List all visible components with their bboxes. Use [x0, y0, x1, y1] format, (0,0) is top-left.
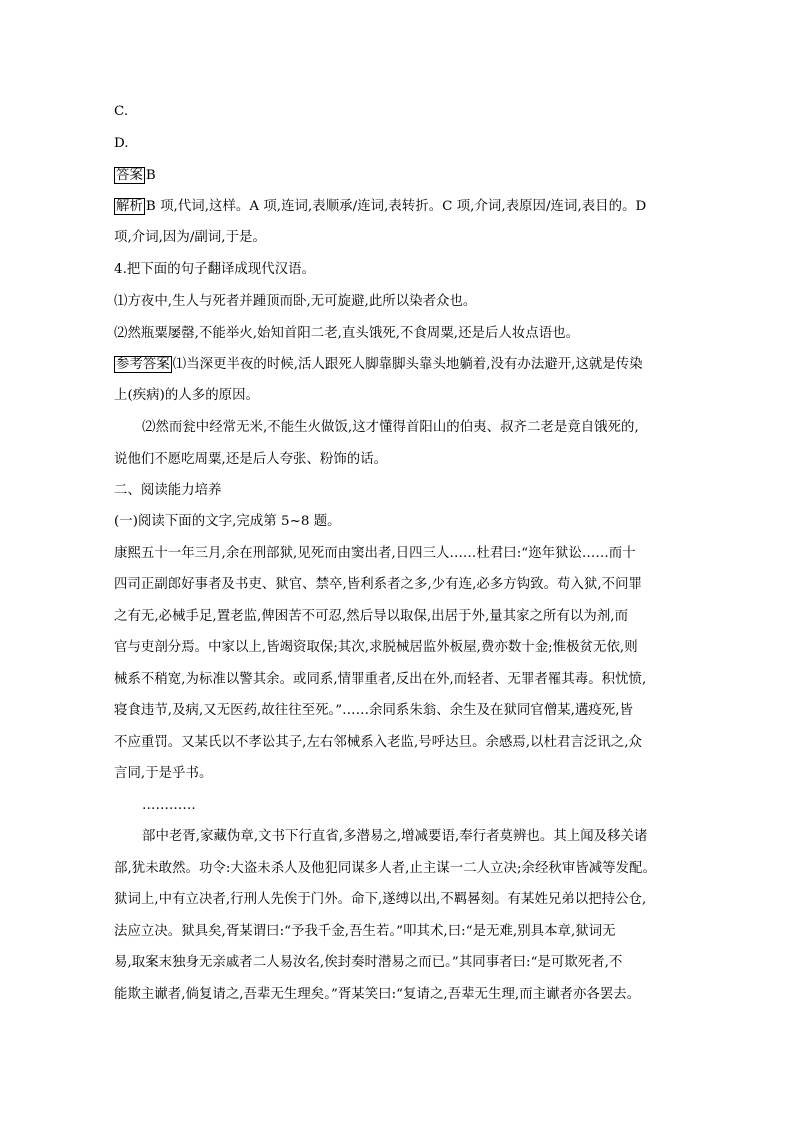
passage-line: 法应立决。狱具矣,胥某谓曰:“予我千金,吾生若。”叩其术,曰:“是无难,别具本章,狱词无	[114, 924, 616, 939]
passage-line: 狱词上,中有立决者,行刑人先俟于门外。命下,遂缚以出,不羁晷刻。有某姓兄弟以把持公仓,	[114, 892, 647, 907]
reference-label: 参考答案	[116, 357, 170, 372]
analysis-text-1: B 项,代词,这样。A 项,连词,表顺承/连词,表转折。C 项,介词,表原因/连词,表目的。D	[145, 199, 647, 214]
passage-line: 部,犹未敢然。功令:大盗未杀人及他犯同谋多人者,止主谋一二人立决;余经秋审皆减等发配。	[114, 861, 656, 876]
option-d: D.	[114, 136, 129, 151]
passage-ellipsis: …………	[142, 798, 196, 813]
analysis-label: 解析	[116, 199, 143, 214]
reference-line-2: 上(疾病)的人多的原因。	[114, 388, 259, 403]
question-4-item-1: ⑴方夜中,生人与死者并踵顶而卧,无可旋避,此所以染者众也。	[114, 294, 477, 309]
passage-line: 四司正副郎好事者及书吏、狱官、禁卒,皆利系者之多,少有连,必多方钩致。苟入狱,不问罪	[114, 577, 642, 592]
reference-line-3: ⑵然而瓮中经常无米,不能生火做饭,这才懂得首阳山的伯夷、叔齐二老是竟自饿死的,	[142, 420, 639, 435]
section-subheading: (一)阅读下面的文字,完成第 5~8 题。	[114, 514, 341, 529]
passage-line: 官与吏剖分焉。中家以上,皆竭资取保;其次,求脱械居监外板屋,费亦数十金;惟极贫无依,则	[114, 640, 638, 655]
reference-line-1	[114, 356, 680, 373]
answer-value: B	[145, 168, 156, 183]
answer-label: 答案	[116, 168, 143, 183]
section-heading: 二、阅读能力培养	[114, 483, 222, 498]
analysis-line-1	[114, 198, 680, 215]
passage-line: 寝食违节,及病,又无医药,故往往至死。”……余同系朱翁、余生及在狱同官僧某,遘疫死,皆	[114, 703, 634, 718]
question-4-title: 4.把下面的句子翻译成现代汉语。	[114, 262, 316, 277]
passage-line: 能欺主谳者,倘复请之,吾辈无生理矣。”胥某笑曰:“复请之,吾辈无生理,而主谳者亦各罢去。	[114, 987, 641, 1002]
option-c: C.	[114, 104, 129, 119]
passage-line: 之有无,必械手足,置老监,俾困苦不可忍,然后导以取保,出居于外,量其家之所有以为剂,而	[114, 609, 629, 624]
reference-text-1: ⑴当深更半夜的时候,活人跟死人脚靠脚头靠头地躺着,没有办法避开,这就是传染	[172, 357, 643, 372]
passage-line: 不应重罚。又某氏以不孝讼其子,左右邻械系入老监,号呼达旦。余感焉,以杜君言泛讯之,众	[114, 735, 642, 750]
question-4-item-2: ⑵然瓶粟屡罄,不能举火,始知首阳二老,直头饿死,不食周粟,还是后人妆点语也。	[114, 326, 580, 341]
passage-line: 械系不稍宽,为标准以警其余。或同系,情罪重者,反出在外,而轻者、无罪者罹其毒。积忧愤,	[114, 672, 647, 687]
passage-line: 易,取案末独身无亲戚者二人易汝名,俟封奏时潜易之而已。”其同事者曰:“是可欺死者,不	[114, 955, 623, 970]
passage-line: 言同,于是乎书。	[114, 766, 213, 781]
reference-line-4: 说他们不愿吃周粟,还是后人夸张、粉饰的话。	[114, 452, 388, 467]
passage-line: 康熙五十一年三月,余在刑部狱,见死而由窦出者,日四三人……杜君曰:“迩年狱讼……而十	[114, 546, 636, 561]
passage-line: 部中老胥,家藏伪章,文书下行直省,多潜易之,增减要语,奉行者莫辨也。其上闻及移关诸	[142, 829, 648, 844]
analysis-line-2: 项,介词,因为/副词,于是。	[114, 230, 266, 245]
answer-line	[114, 167, 680, 184]
